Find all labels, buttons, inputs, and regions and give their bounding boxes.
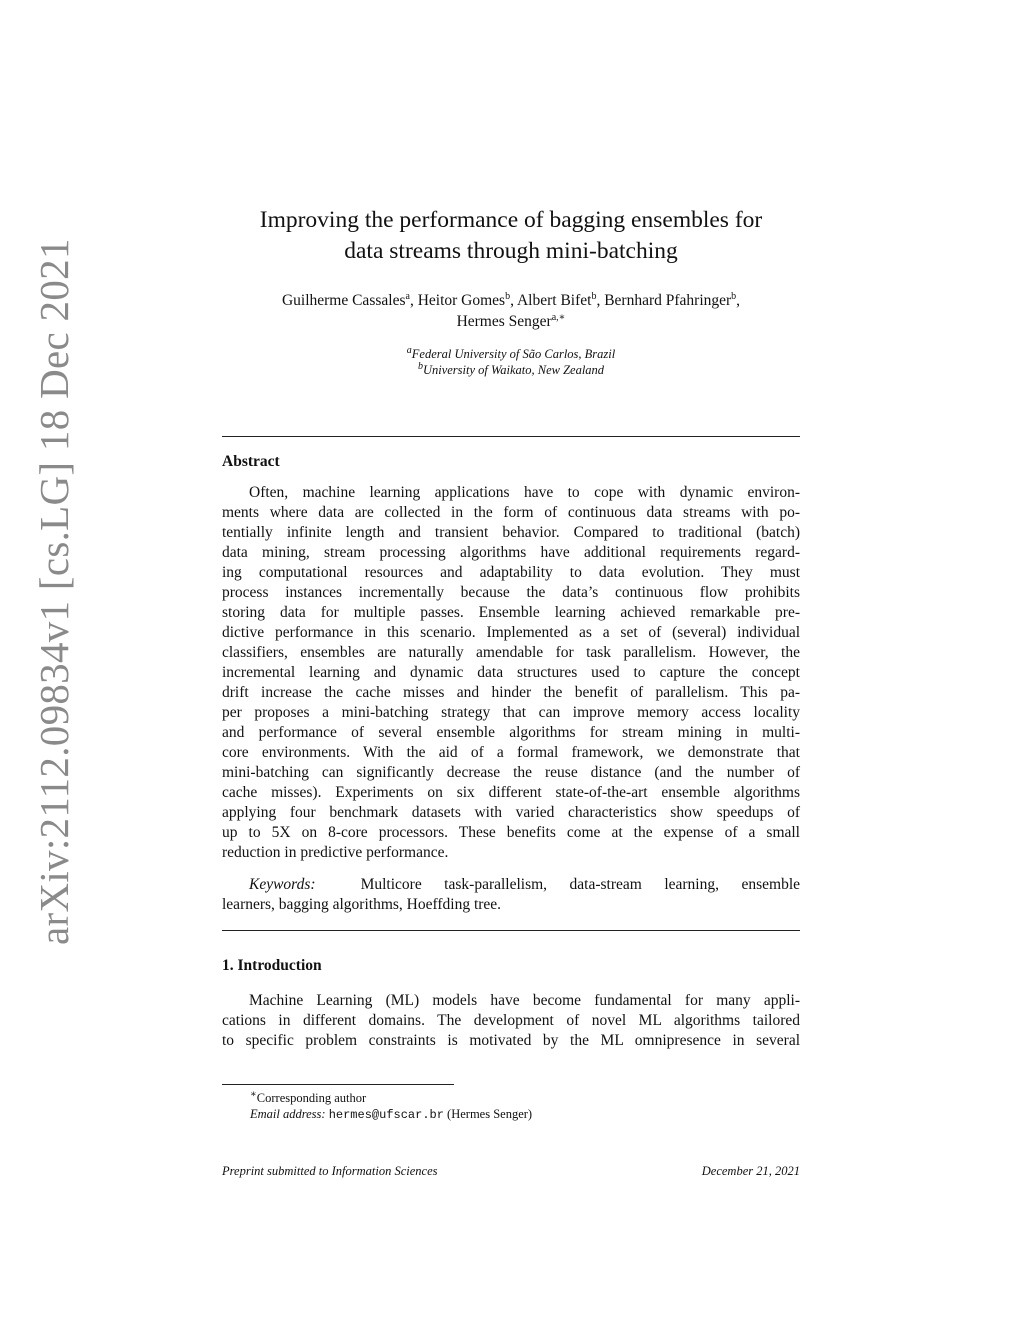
abstract-line: drift increase the cache misses and hinder the benefit of parallelism. This pa- <box>222 684 800 701</box>
abstract-line: up to 5X on 8-core processors. These benefits come at the expense of a small <box>222 824 800 841</box>
email-link[interactable]: hermes@ufscar.br <box>328 1108 444 1122</box>
abstract-line: mini-batching can significantly decrease the reuse distance (and the number of <box>222 764 800 781</box>
footnote-rule <box>222 1084 454 1085</box>
author: Bernhard Pfahringer <box>604 292 732 309</box>
title-line: data streams through mini-batching <box>344 238 678 264</box>
footer-left: Preprint submitted to Information Sciences <box>222 1164 438 1178</box>
abstract-line: dictive performance in this scenario. Implemented as a set of (several) individual <box>222 624 800 641</box>
email-label: Email address: <box>250 1107 326 1121</box>
page-footer <box>222 1164 800 1179</box>
author-sup: a <box>405 290 410 302</box>
author-sup: b <box>505 290 511 302</box>
abstract-line: incremental learning and dynamic data structures used to capture the concept <box>222 664 800 681</box>
arxiv-stamp: arXiv:2112.09834v1 [cs.LG] 18 Dec 2021 <box>31 238 77 945</box>
keywords-label: Keywords: <box>249 876 316 893</box>
divider <box>222 436 800 437</box>
affil-sup: a <box>406 344 412 356</box>
abstract-line: applying four benchmark datasets with varied characteristics show speedups of <box>222 804 800 821</box>
affil-sup: b <box>417 360 423 372</box>
abstract-line: core environments. With the aid of a formal framework, we demonstrate that <box>222 744 800 761</box>
affiliations <box>222 346 800 378</box>
abstract-line: ments where data are collected in the form of continuous data streams with po- <box>222 504 800 521</box>
author: Guilherme Cassales <box>281 292 406 309</box>
email-owner: (Hermes Senger) <box>447 1107 533 1121</box>
keywords-line: Multicore task-parallelism, data-stream learning, ensemble <box>360 876 801 893</box>
keywords <box>222 875 800 915</box>
author: Hermes Senger <box>456 313 552 330</box>
divider <box>222 930 800 931</box>
affiliation: Federal University of São Carlos, Brazil <box>411 347 616 361</box>
footnote-text: Corresponding author <box>256 1091 367 1105</box>
author-sup: a,∗ <box>551 311 566 323</box>
abstract-heading <box>222 453 800 471</box>
title-line: Improving the performance of bagging ensembles for <box>259 207 763 233</box>
author: Heitor Gomes <box>417 292 506 309</box>
abstract-body <box>222 483 800 863</box>
intro-line: cations in different domains. The development of novel ML algorithms tailored <box>222 1012 800 1029</box>
abstract-line: data mining, stream processing algorithms have additional requirements regard- <box>222 544 800 561</box>
paper-title <box>222 205 800 267</box>
abstract-line: storing data for multiple passes. Ensemble learning achieved remarkable pre- <box>222 604 800 621</box>
abstract-line: ing computational resources and adaptability to data evolution. They must <box>222 564 800 581</box>
keywords-line: learners, bagging algorithms, Hoeffding tree. <box>222 896 502 913</box>
author: Albert Bifet <box>516 292 592 309</box>
author-sup: b <box>591 290 597 302</box>
footer-date: December 21, 2021 <box>701 1164 800 1178</box>
footnote-mark: ∗ <box>250 1088 257 1100</box>
abstract-line: and performance of several ensemble algorithms for stream mining in multi- <box>222 724 800 741</box>
abstract-line: tentially infinite length and transient behavior. Compared to traditional (batch) <box>222 524 800 541</box>
intro-body <box>222 991 800 1051</box>
abstract-line: Often, machine learning applications have to cope with dynamic environ- <box>249 484 800 501</box>
abstract-line: per proposes a mini-batching strategy that can improve memory access locality <box>222 704 800 721</box>
intro-heading <box>222 957 800 975</box>
section-title: 1. Introduction <box>222 957 322 974</box>
author-list: Guilherme Cassales$^a$, Heitor Gomes$^b$, Albert Bifet$^b$, Bernhard Pfahringer$^b$, Hermes Senger$^{a,∗}$ <box>281 290 741 330</box>
abstract-line: reduction in predictive performance. <box>222 844 449 861</box>
abstract-line: classifiers, ensembles are naturally amendable for task parallelism. However, the <box>222 644 800 661</box>
intro-line: to specific problem constraints is motivated by the ML omnipresence in several <box>222 1032 800 1049</box>
footnote <box>250 1090 532 1123</box>
abstract-line: cache misses). Experiments on six different state-of-the-art ensemble algorithms <box>222 784 800 801</box>
abstract-title: Abstract <box>222 453 280 470</box>
intro-line: Machine Learning (ML) models have become fundamental for many appli- <box>249 992 800 1009</box>
affiliation: University of Waikato, New Zealand <box>422 363 605 377</box>
author-sup: b <box>731 290 737 302</box>
abstract-line: process instances incrementally because the data’s continuous flow prohibits <box>222 584 800 601</box>
